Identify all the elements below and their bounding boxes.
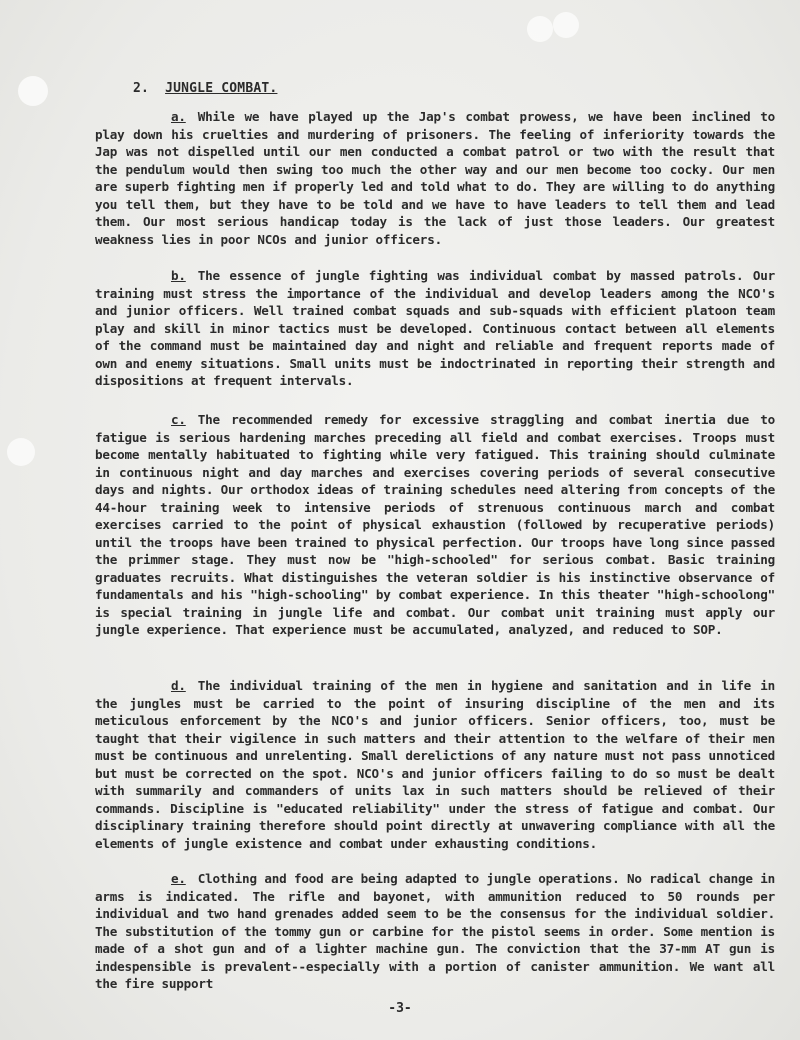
section-title: JUNGLE COMBAT. — [165, 81, 278, 96]
paragraph-a — [95, 108, 775, 248]
paragraph-text: While we have played up the Jap's combat prowess, we have been inclined to play down his cruelties and murdering of prisoners. The feeling of inferiority towards the Jap was not dispelled until our men conducted a combat patrol or two with the result that the pendulum would then swing too much the other way and our men become too cocky. Our men are superb fighting men if properly led and told what to do. They are willing to do anything you tell them, but they have to be told and we have to have leaders to tell them and lead them. Our most serious handicap today is the lack of just those leaders. Our greatest weakness lies in poor NCOs and junior officers. — [95, 109, 775, 247]
paragraph-text: The essence of jungle fighting was individual combat by massed patrols. Our training must stress the importance of the individual and develop leaders among the NCO's and junior officers. Well trained combat squads and sub-squads with efficient platoon team play and skill in minor tactics must be developed. Continuous contact between all elements of the command must be maintained day and night and reliable and frequent reports made of own and enemy situations. Small units must be indoctrinated in reporting their strength and dispositions at frequent intervals. — [95, 268, 775, 388]
paragraph-b — [95, 267, 775, 390]
paragraph-e — [95, 870, 775, 993]
section-number: 2. — [133, 81, 150, 96]
paper-blemish — [553, 12, 579, 38]
paragraph-label: d. — [171, 678, 186, 693]
paragraph-c — [95, 411, 775, 639]
paragraph-label: e. — [171, 871, 186, 886]
paper-blemish — [527, 16, 553, 42]
paragraph-text: Clothing and food are being adapted to jungle operations. No radical change in arms is indicated. The rifle and bayonet, with ammunition reduced to 50 rounds per individual and two hand grenades added seem to be the consensus for the individual soldier. The substitution of the tommy gun or carbine for the pistol seems in order. Some mention is made of a shot gun and of a lighter machine gun. The conviction that the 37-mm AT gun is indespensible is prevalent--especially with a portion of canister ammunition. We want all the fire support — [95, 871, 775, 991]
paragraph-label: a. — [171, 109, 186, 124]
section-heading — [133, 80, 277, 98]
paper-blemish — [7, 438, 35, 466]
paragraph-label: b. — [171, 268, 186, 283]
page-number: -3- — [388, 1001, 412, 1016]
paragraph-text: The individual training of the men in hygiene and sanitation and in life in the jungles must be carried to the point of insuring discipline of the men and its meticulous enforcement by the NCO's and junior officers. Senior officers, too, must be taught that their vigilence in such matters and their attention to the welfare of their men must be continuous and unrelenting. Small derelictions of any nature must not pass unnoticed but must be corrected on the spot. NCO's and junior officers failing to do so must be dealt with summarily and commanders of units lax in such matters should be relieved of their commands. Discipline is "educated reliability" under the stress of fatigue and combat. Our disciplinary training therefore should point directly at unwavering compliance with all the elements of jungle existence and combat under exhausting conditions. — [95, 678, 775, 851]
paragraph-d — [95, 677, 775, 852]
paragraph-label: c. — [171, 412, 186, 427]
paper-blemish — [18, 76, 48, 106]
paragraph-text: The recommended remedy for excessive straggling and combat inertia due to fatigue is serious hardening marches preceding all field and combat exercises. Troops must become mentally habituated to fighting while very fatigued. This training should culminate in continuous night and day marches and exercises covering periods of several consecutive days and nights. Our orthodox ideas of training schedules need altering from concepts of the 44-hour training week to intensive periods of strenuous continuous march and combat exercises carried to the point of physical exhaustion (followed by recuperative periods) until the troops have been trained to physical perfection. Our troops have long since passed the primmer stage. They must now be "high-schooled" for serious combat. Basic training graduates recruits. What distinguishes the veteran soldier is his instinctive observance of fundamentals and his "high-schooling" by combat experience. In this theater "high-schoolong" is special training in jungle life and combat. Our combat unit training must apply our jungle experience. That experience must be accumulated, analyzed, and reduced to SOP. — [95, 412, 775, 637]
